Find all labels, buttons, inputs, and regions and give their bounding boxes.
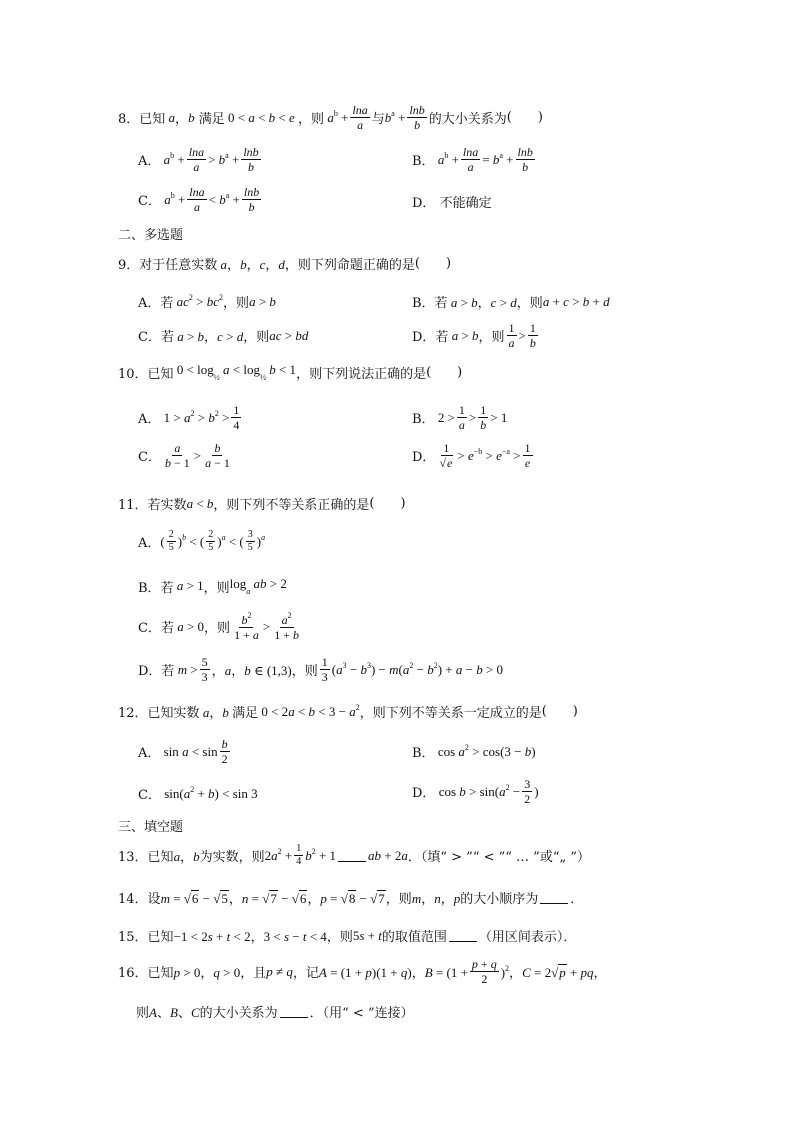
q13-stem: 13． 已知 a，b 为实数，则 $2a^2$ + $\frac{1}{4}$ $b^2 + 1$ ab + 2a ．（填“ > ”“ < ”“ … ”或“„ ”）	[118, 843, 590, 867]
q16-stem: 16． 已知 p > 0，q > 0 ，且 p ≠ q ，记 A = (1 + p)(1 + q)，B = (1 + $\frac{p + q}{2}$ )$^2$，C = 2√p + pq，	[118, 957, 607, 986]
q11-option-c: C．若 a > 0 ，则 $b^2$ 1 + a > $a^2$ 1 + b	[138, 611, 299, 642]
q12-option-b: B． $\cos a^2 > \cos(3 - b)$	[412, 743, 536, 761]
q9-option-a: A．若 $ac^2 > bc^2$ ，则 a > b	[138, 293, 276, 311]
q11-option-d: D．若 m > 5 3 ，a，b ∈ (1,3) ，则 1 3 $(a^3 - b^3) - m(a^2 - b^2) + a - b > 0$	[138, 655, 504, 684]
q8-option-b: B． $a^b$ + $\frac{\ln a}{a}$ = $b^a$ + $\frac{\ln b}{b}$	[412, 145, 533, 174]
q8-option-a: A． $a^b$ + $\frac{\ln a}{a}$ > $b^a$ + $\frac{\ln b}{b}$	[138, 145, 259, 174]
answer-blank[interactable]	[338, 849, 366, 862]
q11-stem: 11． 若实数 a < b ，则下列不等关系正确的是 ( )	[118, 495, 406, 513]
q10-option-d: D． 1 √e > $e^{-b} > e^{-a}$ > 1 e	[412, 441, 531, 470]
q8-option-c: C． $a^b$ + $\frac{\ln a}{a}$ < $b^a$ + $\frac{\ln b}{b}$	[138, 185, 260, 214]
q10-option-a: A． $1 > a^2 > b^2$ > 1 4	[138, 403, 240, 432]
q10-stem: 10． 已知 $0 < \log_{\frac{1}{2}} a < \log_{\frac{1}{2}} b < 1$ ，则下列说法正确的是 ( )	[118, 362, 463, 382]
q9-option-b: B．若 a > b，c > d ，则 a + c > b + d	[412, 293, 610, 311]
q12-option-c: C． $\sin(a^2 + b) < \sin 3$	[138, 785, 258, 803]
q16-line2: 则 A、B、C 的大小关系为 ．（用“ < ”连接）	[136, 1005, 414, 1021]
section-multiple-choice: 二、多选题	[118, 228, 184, 243]
q9-option-d: D．若 a > b ，则 1 a > 1 b	[412, 321, 536, 350]
q10-option-c: C． a b − 1 > b a − 1	[138, 441, 230, 470]
q10-option-b: B． 2 > 1 a > 1 b > 1	[412, 403, 508, 432]
answer-blank[interactable]	[540, 891, 568, 904]
q11-option-b: B．若 a > 1 ，则 $\log_a$ ab > 2	[138, 576, 287, 596]
q12-option-a: A． sin a < sin b 2	[138, 737, 228, 766]
q9-stem: 9． 对于任意实数 a，b，c，d ，则下列命题正确的是 ( )	[118, 256, 452, 273]
q12-stem: 12． 已知实数 a，b 满足 $0 < 2a < b < 3 - a^2$ ，则下列不等关系一定成立的是 ( )	[118, 703, 578, 721]
q12-option-d: D． $\cos b > \sin(a^2$ − $\frac{3}{2}$ )	[412, 777, 539, 806]
answer-blank[interactable]	[280, 1005, 308, 1018]
q9-option-c: C．若 a > b，c > d ，则 ac > bd	[138, 327, 309, 345]
q8-option-d: D． 不能确定	[412, 196, 492, 211]
q15-stem: 15． 已知 −1 < 2s + t < 2，3 < s − t < 4 ，则 5s + t 的取值范围 （用区间表示）．	[118, 927, 577, 945]
q11-option-a: A． ( 2 5 )$^b$ < ( 2 5 )$^a$ < ( 3 5 )$^a$	[138, 529, 266, 553]
q14-stem: 14． 设 m = √6 − √5，n = √7 − √6，p = √8 − √7 ，则 m，n，p 的大小顺序为 ．	[118, 891, 584, 907]
q8-stem: 8． 已知 a ， b 满足 0 < a < b < e ， 则 $a^b$ + $\frac{\ln a}{a}$ 与 $b^a$ + $\frac{\ln b}{b}$ 的大小关系为 ( )	[118, 103, 543, 132]
section-fill-in: 三、填空题	[118, 820, 184, 835]
answer-blank[interactable]	[449, 929, 477, 942]
